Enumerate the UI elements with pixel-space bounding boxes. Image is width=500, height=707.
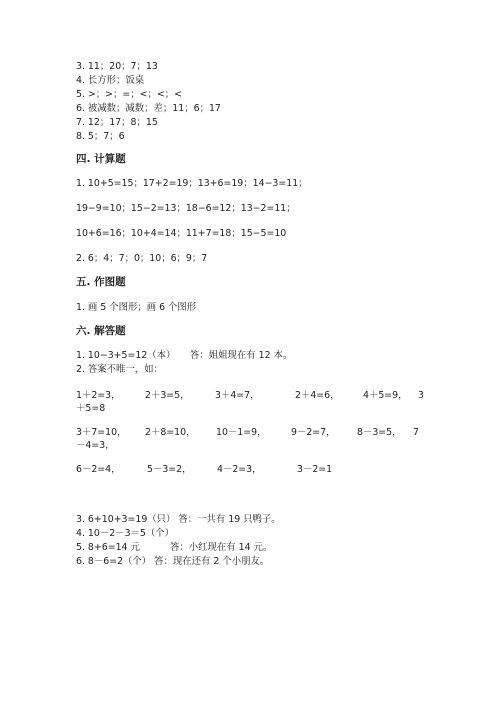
grid-cell: 9－2=7，	[291, 427, 336, 438]
grid-cell: 2＋4=6，	[295, 390, 340, 401]
grid-cell: 4－2=3，	[217, 464, 262, 475]
answer-line-4: 4. 长方形；饭桌	[76, 75, 145, 86]
q5-equation: 5. 8+6=14 元	[76, 542, 140, 553]
grid-cell: 6－2=4，	[76, 464, 121, 475]
answer-line-3: 3. 11；20；7；13	[76, 61, 158, 72]
section-4-heading: 四. 计算题	[76, 153, 126, 165]
q6-line: 6. 8－6=2（个） 答：现在还有 2 个小朋友。	[76, 556, 270, 567]
grid-cell: 3＋4=7，	[215, 390, 260, 401]
calc-row-3: 10+6=16；10+4=14；11+7=18；15−5=10	[76, 228, 287, 239]
section-6-heading: 六. 解答题	[76, 325, 126, 337]
grid-cell: 3	[418, 390, 424, 401]
grid-cell: 2＋8=10，	[145, 427, 196, 438]
q4-line: 4. 10－2－3＝5（个）	[76, 528, 174, 539]
q1-answer: 答：姐姐现在有 12 本。	[190, 350, 293, 361]
answer-line-5: 5. >；>；=；<；<；<	[76, 89, 182, 100]
grid-cell: 2＋3=5，	[145, 390, 190, 401]
section-5-heading: 五. 作图题	[76, 276, 126, 288]
calc-row-2: 19−9=10；15−2=13；18−6=12；13−2=11；	[76, 203, 296, 214]
q2-intro: 2. 答案不唯一，如：	[76, 364, 163, 375]
grid-cell: 4＋5=9，	[363, 390, 408, 401]
grid-cell: 1＋2=3，	[76, 390, 121, 401]
grid-cell: 3－2=1	[297, 464, 333, 475]
answer-line-8: 8. 5；7；6	[76, 131, 125, 142]
q1-equation: 1. 10−3+5=12（本）	[76, 350, 176, 361]
grid-cell-wrap: ＋5=8	[76, 403, 106, 414]
grid-cell-wrap: －4=3，	[76, 440, 115, 451]
grid-cell: 5－3=2，	[147, 464, 192, 475]
grid-cell: 8－3=5，	[357, 427, 402, 438]
q5-answer: 答：小红现在有 14 元。	[170, 542, 273, 553]
grid-cell: 3＋7=10，	[76, 427, 127, 438]
answer-line-7: 7. 12；17；8；15	[76, 117, 158, 128]
grid-cell: 10－1=9，	[216, 427, 267, 438]
answer-line-6: 6. 被减数；减数；差；11；6；17	[76, 103, 221, 114]
drawing-answer-line: 1. 画 5 个图形；画 6 个图形	[76, 302, 197, 313]
calc-row-1: 1. 10+5=15；17+2=19；13+6=19；14−3=11；	[76, 178, 308, 189]
calc-row-4: 2. 6；4；7；0；10；6；9；7	[76, 253, 208, 264]
q3-line: 3. 6+10+3=19（只） 答：一共有 19 只鸭子。	[76, 514, 281, 525]
grid-cell: 7	[413, 427, 419, 438]
